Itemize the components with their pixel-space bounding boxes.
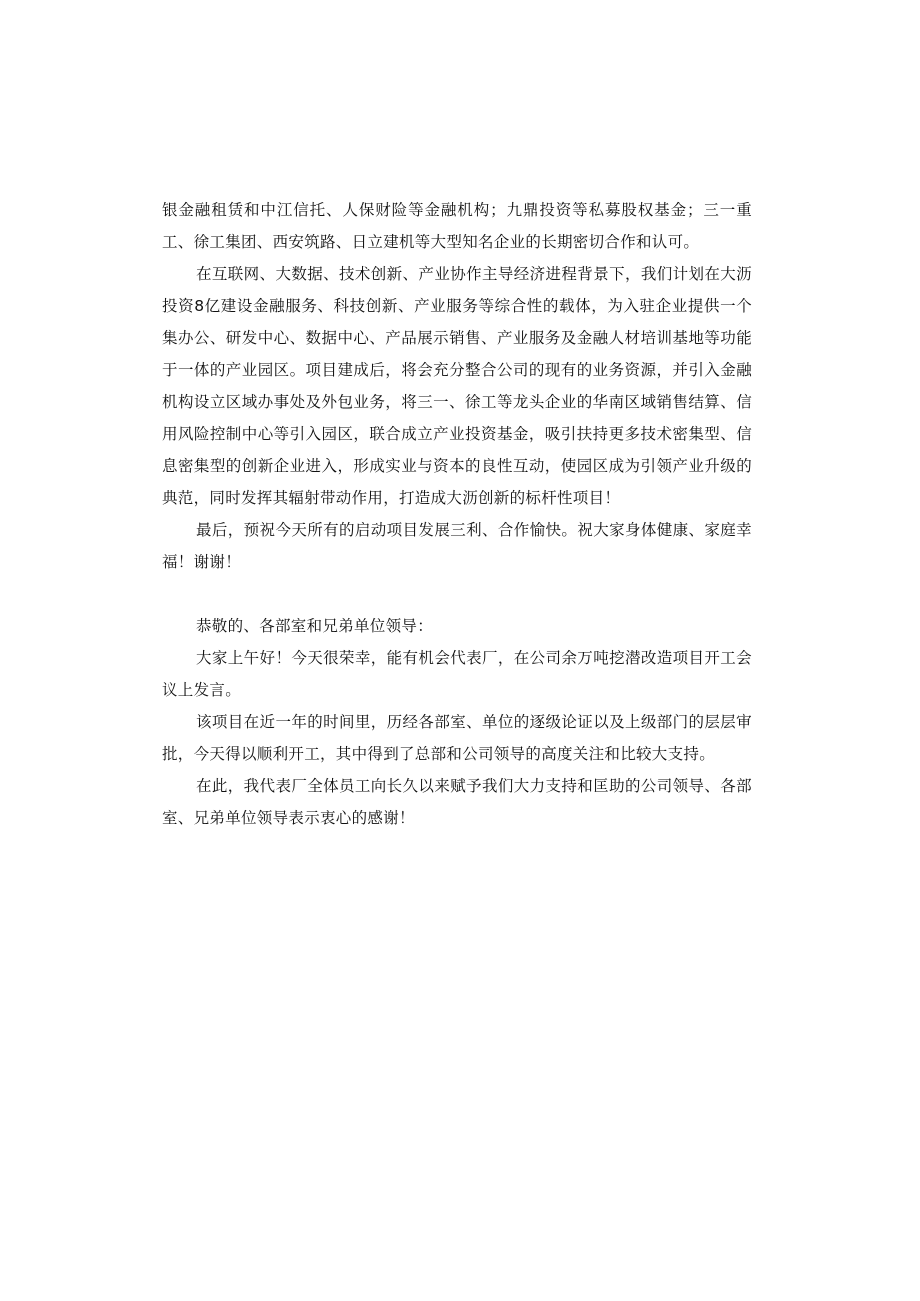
greeting-line: 恭敬的、各部室和兄弟单位领导： (196, 617, 434, 635)
speech-section-1 (162, 194, 752, 578)
paragraph-closing-wishes: 最后，预祝今天所有的启动项目发展三利、合作愉快。祝大家身体健康、家庭幸福！谢谢！ (162, 521, 752, 571)
paragraph-opening: 大家上午好！今天很荣幸，能有机会代表厂，在公司余万吨挖潜改造项目开工会议上发言。 (162, 649, 752, 699)
speech-section-2 (162, 610, 752, 834)
paragraph-partners: 银金融租赁和中江信托、人保财险等金融机构；九鼎投资等私募股权基金；三一重工、徐工集团、西安筑路、日立建机等大型知名企业的长期密切合作和认可。 (162, 201, 752, 251)
paragraph-project-approval: 该项目在近一年的时间里，历经各部室、单位的逐级论证以及上级部门的层层审批，今天得以顺利开工，其中得到了总部和公司领导的高度关注和比较大支持。 (162, 713, 752, 763)
paragraph-industrial-park-plan: 在互联网、大数据、技术创新、产业协作主导经济进程背景下，我们计划在大沥投资8亿建设金融服务、科技创新、产业服务等综合性的载体，为入驻企业提供一个集办公、研发中心、数据中心、产品展示销售、产业服务及金融人材培训基地等功能于一体的产业园区。项目建成后，将会充分整合公司的现有的业务资源，并引入金融机构设立区域办事处及外包业务，将三一、徐工等龙头企业的华南区域销售结算、信用风险控制中心等引入园区，联合成立产业投资基金，吸引扶持更多技术密集型、信息密集型的创新企业进入，形成实业与资本的良性互动，使园区成为引领产业升级的典范，同时发挥其辐射带动作用，打造成大沥创新的标杆性项目！ (162, 265, 752, 507)
paragraph-thanks: 在此，我代表厂全体员工向长久以来赋予我们大力支持和匡助的公司领导、各部室、兄弟单位领导表示衷心的感谢！ (162, 777, 752, 827)
